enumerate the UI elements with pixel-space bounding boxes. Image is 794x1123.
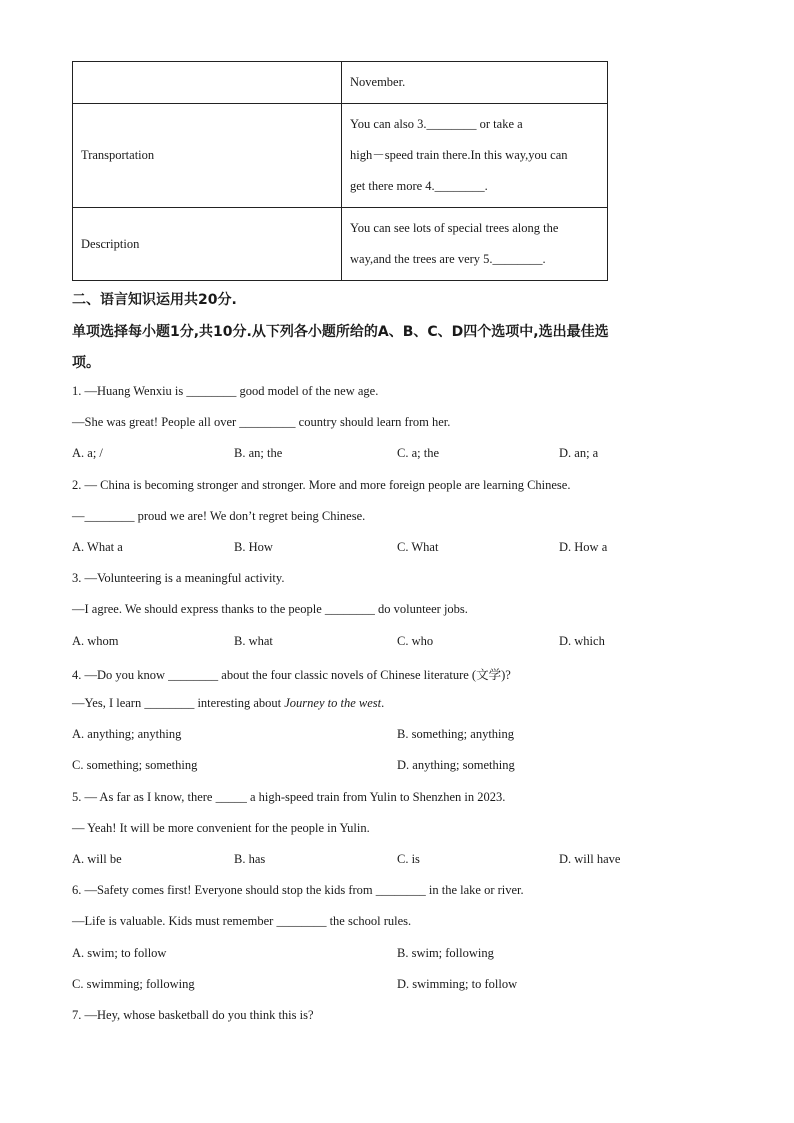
section-instruction-cont: 项。 <box>72 355 100 371</box>
option-a: A. will be <box>72 852 122 866</box>
table-cell-description-text <box>342 208 608 281</box>
question-4-line2 <box>72 696 384 711</box>
option-a: A. whom <box>72 634 119 648</box>
question-4-line1: 4. —Do you know ________ about the four classic novels of Chinese literature (文学)? <box>72 668 511 682</box>
option-a: A. anything; anything <box>72 727 182 741</box>
option-d: D. anything; something <box>397 758 515 772</box>
question-1-line1: 1. —Huang Wenxiu is ________ good model of the new age. <box>72 384 379 398</box>
section-title: 二、语言知识运用共20分. <box>72 292 237 308</box>
table-cell-transportation-label: Transportation <box>73 104 342 208</box>
table-text-line: way,and the trees are very 5.________. <box>350 252 546 266</box>
option-c: C. something; something <box>72 758 198 772</box>
question-text: . <box>381 696 385 710</box>
option-b: B. an; the <box>234 446 283 460</box>
table-cell-transportation-text <box>342 104 608 208</box>
option-a: A. a; / <box>72 446 103 460</box>
question-3-line2: —I agree. We should express thanks to the people ________ do volunteer jobs. <box>72 602 468 616</box>
question-1-line2: —She was great! People all over _________ country should learn from her. <box>72 415 451 429</box>
option-a: A. swim; to follow <box>72 946 167 960</box>
option-a: A. What a <box>72 540 123 554</box>
option-d: D. will have <box>559 852 621 866</box>
table-text-line: high－speed train there.In this way,you can <box>350 148 568 162</box>
option-b: B. has <box>234 852 266 866</box>
book-title: Journey to the west <box>284 696 382 710</box>
table-row <box>73 208 608 281</box>
option-c: C. is <box>397 852 420 866</box>
section-instruction: 单项选择每小题1分,共10分.从下列各小题所给的A、B、C、D四个选项中,选出最佳选 <box>72 324 609 340</box>
question-2-line1: 2. — China is becoming stronger and stronger. More and more foreign people are learning Chinese. <box>72 478 571 492</box>
option-d: D. swimming; to follow <box>397 977 518 991</box>
table-text-line: You can see lots of special trees along the <box>350 221 559 235</box>
option-b: B. How <box>234 540 273 554</box>
question-7-line1: 7. —Hey, whose basketball do you think this is? <box>72 1008 314 1022</box>
option-b: B. swim; following <box>397 946 494 960</box>
table-cell-month: November. <box>342 62 608 104</box>
info-table <box>72 61 608 281</box>
table-row <box>73 104 608 208</box>
question-2-line2: —________ proud we are! We don’t regret being Chinese. <box>72 509 366 523</box>
question-3-line1: 3. —Volunteering is a meaningful activity. <box>72 571 285 585</box>
table-cell-description-label: Description <box>73 208 342 281</box>
option-d: D. How a <box>559 540 608 554</box>
table-cell-empty <box>73 62 342 104</box>
option-c: C. a; the <box>397 446 440 460</box>
option-d: D. an; a <box>559 446 599 460</box>
question-5-line1: 5. — As far as I know, there _____ a high-speed train from Yulin to Shenzhen in 2023. <box>72 790 506 804</box>
option-c: C. swimming; following <box>72 977 195 991</box>
table-row <box>73 62 608 104</box>
option-b: B. something; anything <box>397 727 515 741</box>
question-6-line1: 6. —Safety comes first! Everyone should stop the kids from ________ in the lake or river. <box>72 883 524 897</box>
question-6-line2: —Life is valuable. Kids must remember ________ the school rules. <box>72 914 412 928</box>
question-text: —Yes, I learn ________ interesting about <box>72 696 285 710</box>
table-text-line: get there more 4.________. <box>350 179 488 193</box>
table-text-line: You can also 3.________ or take a <box>350 117 523 131</box>
question-5-line2: — Yeah! It will be more convenient for the people in Yulin. <box>72 821 370 835</box>
option-b: B. what <box>234 634 273 648</box>
option-d: D. which <box>559 634 605 648</box>
option-c: C. What <box>397 540 439 554</box>
option-c: C. who <box>397 634 434 648</box>
